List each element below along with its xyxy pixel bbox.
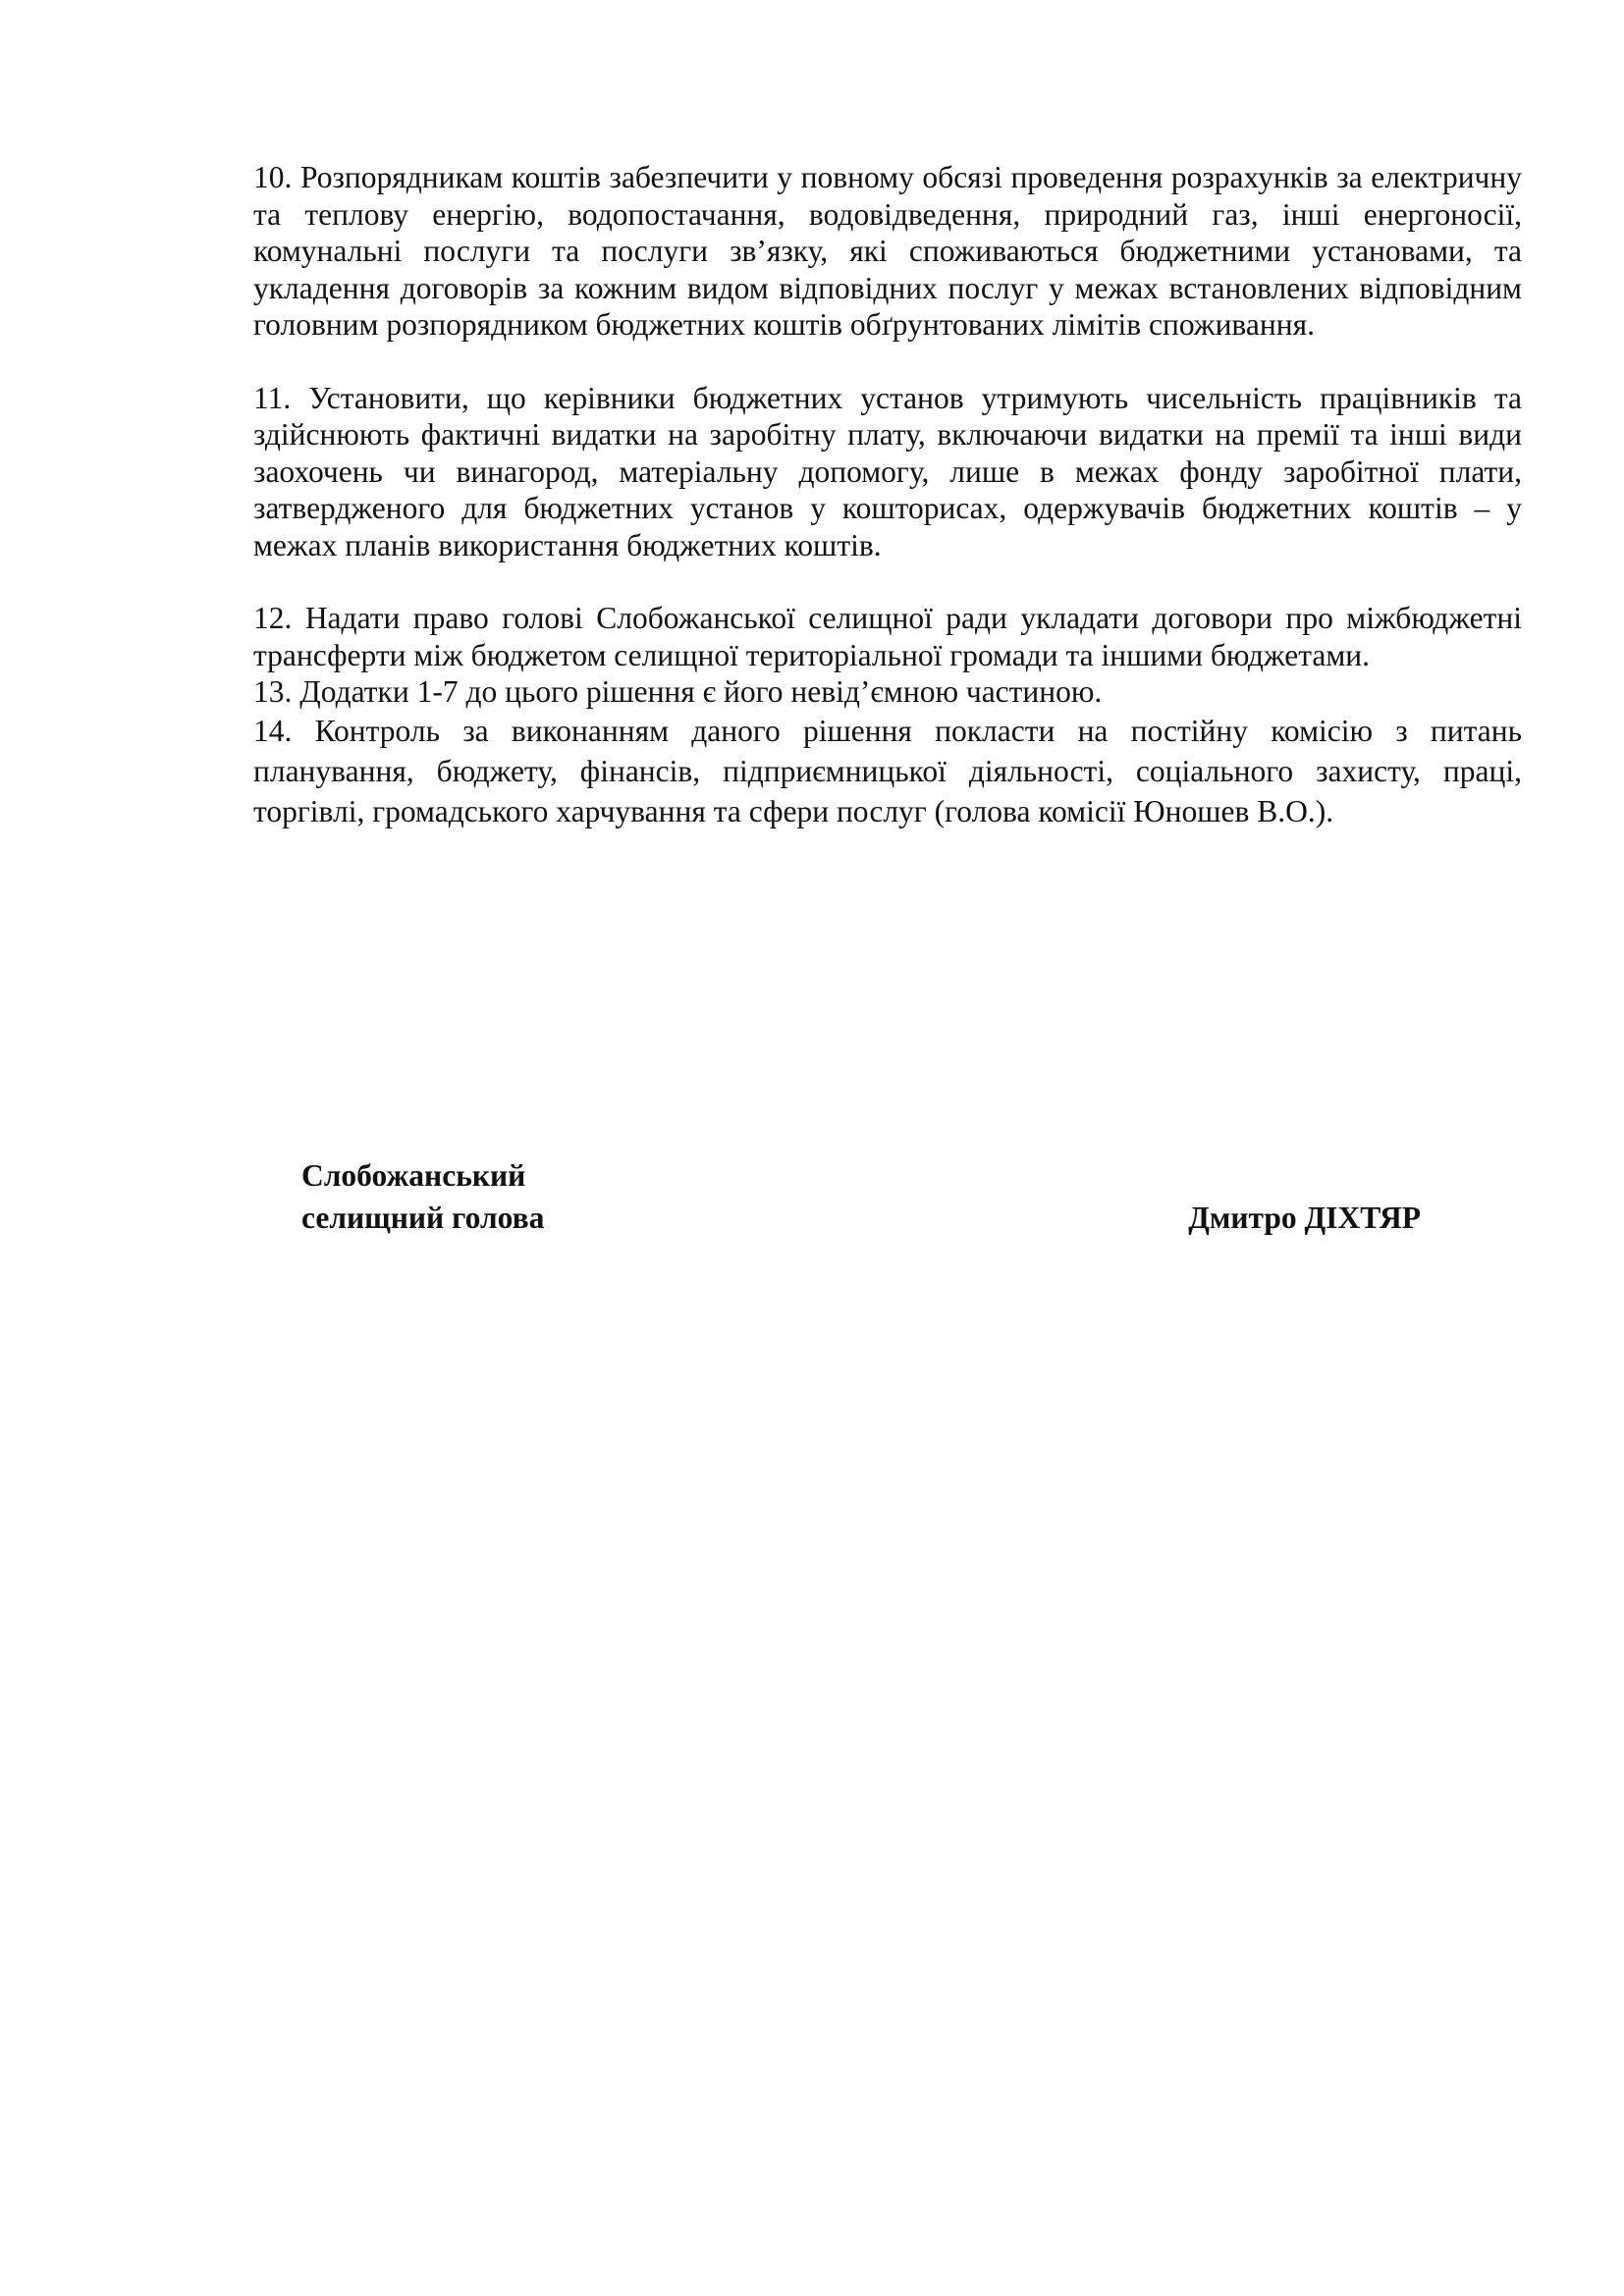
paragraph-13: 13. Додатки 1-7 до цього рішення є його невід’ємною частиною. [253,674,1103,709]
paragraph-10: 10. Розпорядникам коштів забезпечити у повному обсязі проведення розрахунків за електричну та теплову енергію, водопостачання, водовідведення, природний газ, інші енергоносії, комунальні послуги та послуги зв’язку, які споживаються бюджетними установами, та укладення договорів за кожним видом відповідних послуг у межах встановлених відповідним головним розпорядником бюджетних коштів обґрунтованих лімітів споживання. [253,160,1522,342]
signature-title-line2: селищний голова [301,1201,545,1235]
paragraph-14: 14. Контроль за виконанням даного рішення покласти на постійну комісію з питань планування, бюджету, фінансів, підприємницької діяльності, соціального захисту, праці, торгівлі, громадського харчування та сфери послуг (голова комісії Юношев В.О.). [253,713,1522,828]
signature-name: Дмитро ДІХТЯР [1188,1201,1421,1235]
paragraph-12: 12. Надати право голові Слобожанської селищної ради укладати договори про міжбюджетні трансферти між бюджетом селищної територіальної громади та іншими бюджетами. [253,601,1522,672]
paragraph-11: 11. Установити, що керівники бюджетних установ утримують чисельність працівників та здійснюють фактичні видатки на заробітну плату, включаючи видатки на премії та інші види заохочень чи винагород, матеріальну допомогу, лише в межах фонду заробітної плати, затвердженого для бюджетних установ у кошторисах, одержувачів бюджетних коштів – у межах планів використання бюджетних коштів. [253,380,1522,562]
document-body [253,159,1522,831]
signature-block [301,1154,1421,1239]
signature-title-line1: Слобожанський [301,1158,526,1193]
